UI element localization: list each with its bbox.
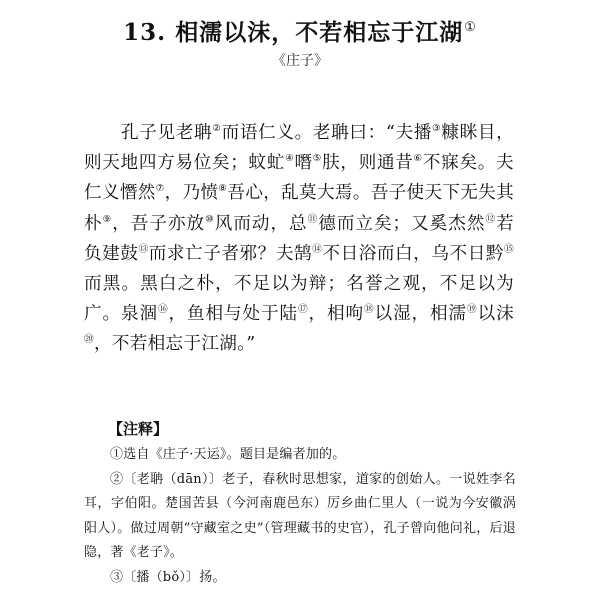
note-mark: ③: [432, 122, 442, 134]
note-mark: ⑬: [138, 243, 149, 255]
note-item: ①选自《庄子·天运》。题目是编者加的。: [110, 447, 346, 462]
text-segment: 德而立矣；又奚杰然: [318, 213, 486, 234]
note-mark: ⑦: [155, 183, 165, 195]
text-segment: ，吾子亦放: [112, 213, 206, 234]
text-segment: 以湿，相濡: [374, 304, 468, 325]
note-mark: ⑲: [467, 303, 478, 315]
title-number: 13.: [123, 19, 167, 46]
note-mark: ⑮: [504, 243, 514, 255]
text-segment: 而求亡子者邪？夫鹄: [148, 243, 313, 264]
page-title: [0, 12, 600, 49]
text-segment: ，不若相忘于江湖。”: [93, 334, 256, 355]
note-mark: ⑱: [364, 303, 375, 315]
text-segment: 孔子见老聃: [120, 123, 213, 143]
note-mark: ②: [212, 122, 222, 134]
note-mark: ⑥: [413, 152, 423, 164]
text-segment: 风而动，总: [214, 213, 308, 234]
text-segment: 以沫: [477, 304, 514, 325]
text-segment: 糠眯目，则天地四方易位矣；蚊虻: [84, 123, 514, 174]
main-text: [84, 118, 514, 360]
note-mark: ⑭: [312, 243, 323, 255]
text-segment: 不日浴而白，乌不日黔: [322, 243, 505, 264]
note-item: ②〔老聃（dān）〕老子，春秋时思想家，道家的创始人。一说姓李名耳，字伯阳。楚国苦县（今河南鹿邑东）厉乡曲仁里人（一说为今安徽涡阳人）。做过周朝“守藏室之史”（管理藏书的史官），孔子曾向他问礼，后退隐，著《老子》。: [84, 471, 516, 561]
source-attribution: 《庄子》: [272, 53, 328, 69]
note-mark: ⑩: [205, 213, 215, 225]
title-note-mark: ①: [464, 20, 477, 35]
text-segment: 噆: [294, 153, 313, 174]
text-segment: 吾心，乱莫大焉。吾子使天下无失其朴: [84, 183, 514, 234]
text-segment: ，相呴: [308, 304, 364, 325]
note-mark: ⑤: [312, 152, 323, 164]
text-segment: ，乃愤: [164, 183, 219, 204]
note-mark: ⑨: [102, 213, 113, 225]
main-paragraph: [84, 118, 514, 360]
text-segment: ，鱼相与处于陆: [168, 304, 298, 325]
text-segment: 而语仁义。老聃曰：“夫播: [221, 123, 432, 143]
note-mark: ⑯: [157, 303, 169, 315]
text-segment: 若负建鼓: [84, 213, 514, 264]
note-mark: ⑪: [307, 213, 319, 225]
text-segment: 而黑。黑白之朴，不足以为辩；名誉之观，不足以为广。泉涸: [84, 274, 514, 325]
notes-list: [84, 443, 516, 591]
note-mark: ⑫: [485, 213, 497, 225]
notes-heading: 【注释】: [108, 420, 169, 438]
note-mark: ⑧: [218, 183, 228, 195]
note-mark: ⑰: [297, 303, 309, 315]
text-segment: 不寐矣。夫仁义憯然: [84, 153, 514, 204]
note-mark: ④: [285, 152, 295, 164]
note-item: ③〔播（bǒ）〕扬。: [110, 569, 226, 585]
title-text: 相濡以沫，不若相忘于江湖: [175, 19, 464, 46]
note-mark: ⑳: [84, 334, 94, 346]
text-segment: 肤，则通昔: [322, 153, 414, 174]
